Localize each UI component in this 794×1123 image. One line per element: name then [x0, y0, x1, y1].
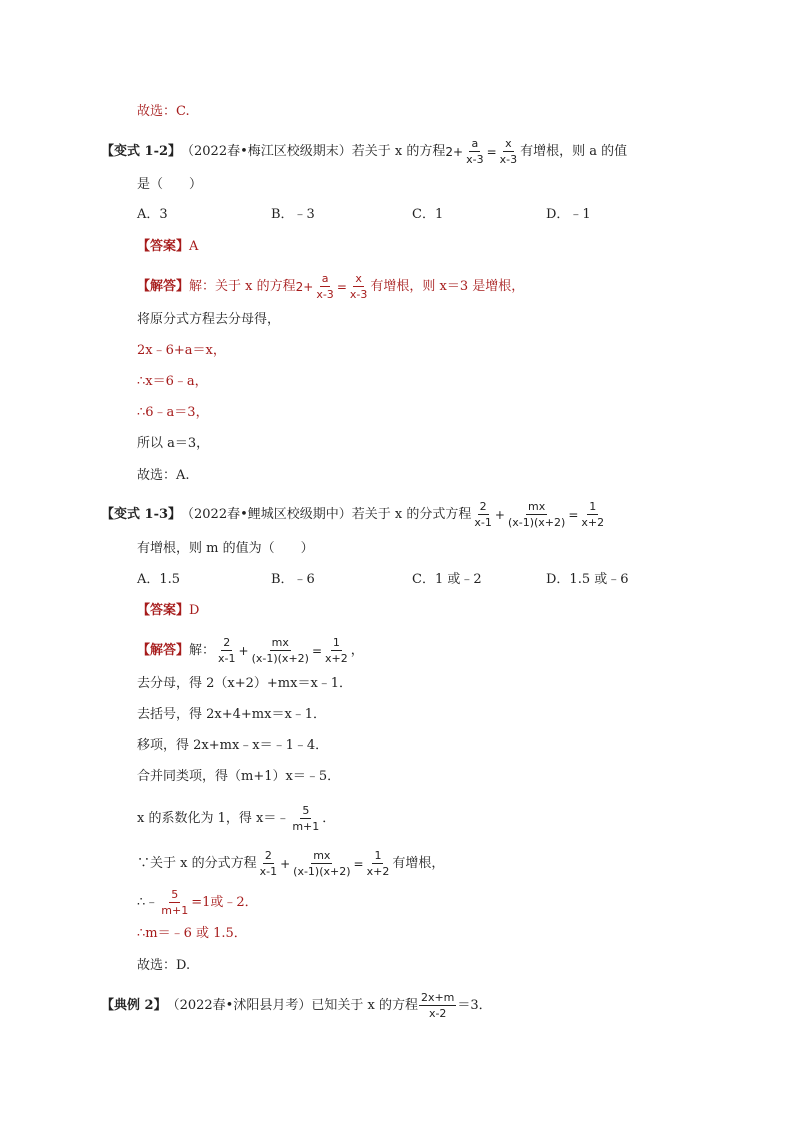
step-t6	[137, 849, 444, 878]
option-a: A．1.5	[137, 572, 181, 587]
option-b: B．﹣3	[271, 207, 315, 222]
variant-1-3-stem	[101, 500, 607, 529]
solution-tag: 【解答】	[137, 642, 190, 658]
fraction-mx: $\frac{mx}{(x-1)(x+2)}$	[507, 500, 566, 529]
equals-sign: =	[486, 144, 497, 159]
solution-step-3	[137, 373, 208, 391]
option-c: C．1	[412, 207, 444, 222]
plus-sign: +	[238, 643, 249, 658]
step-text: 故选：D.	[137, 958, 191, 973]
step-t8	[137, 925, 247, 943]
fraction-1-over-x-2: $\frac{1}{x+2}$	[581, 500, 605, 529]
step-text: ∴6﹣a＝3，	[137, 405, 209, 420]
equals-sign: =	[311, 643, 323, 658]
plus-sign: +	[494, 507, 505, 522]
answer-tag: 【答案】	[137, 239, 190, 254]
step-text: 去括号，得 2x+4+mx＝x﹣1．	[137, 707, 327, 722]
variant-1-3-options	[137, 571, 629, 589]
line-answer-choice-c	[137, 103, 190, 121]
variant-1-2-stem	[101, 137, 627, 166]
solution-step-2	[137, 342, 226, 360]
step-t9	[137, 957, 190, 975]
fraction-1-over-x-2: $\frac{1}{x+2}$	[325, 636, 348, 665]
solution-step-1	[137, 311, 280, 329]
answer-tag: 【答案】	[137, 603, 190, 618]
solution-step-6	[137, 467, 190, 485]
example-tag: 【典例 2】	[101, 997, 167, 1013]
option-b: B．﹣6	[271, 572, 315, 587]
fraction-x-over-x-3: $\frac{x}{x-3}$	[349, 272, 368, 301]
fraction-2-over-x-1: $\frac{2}{x-1}$	[218, 636, 236, 665]
fraction-2x-m-over-x-2: $\frac{2x+m}{x-2}$	[420, 991, 455, 1020]
step-t2	[137, 706, 326, 724]
solution-step-5	[137, 435, 209, 453]
example-2-stem	[101, 991, 492, 1020]
variant-1-2-options	[137, 206, 591, 224]
fraction-1-over-x-2: $\frac{1}{x+2}$	[366, 849, 390, 878]
step-text: ∵关于 x 的分式方程	[137, 855, 257, 871]
fraction-mx: $\frac{mx}{(x-1)(x+2)}$	[293, 849, 351, 878]
source: （2022春•梅江区校级期末）	[181, 143, 352, 159]
step-text: 2x﹣6+a＝x，	[137, 343, 226, 358]
step-text: ∴x＝6﹣a，	[137, 374, 208, 389]
stem-text: 若关于 x 的分式方程	[351, 506, 472, 522]
variant-1-3-answer	[137, 602, 199, 620]
option-c: C．1 或﹣2	[412, 572, 482, 587]
period: ．	[322, 810, 336, 826]
solution-step-4	[137, 404, 209, 422]
math-two-plus: 2+	[445, 144, 464, 159]
step-text: 合并同类项，得（m+1）x＝﹣5．	[137, 769, 341, 784]
variant-1-2-solution	[137, 272, 524, 301]
fraction-5-over-m-1: $\frac{5}{m+1}$	[161, 888, 189, 917]
variant-1-2-answer	[137, 238, 198, 256]
fraction-mx: $\frac{mx}{(x-1)(x+2)}$	[251, 636, 309, 665]
step-text: ∴﹣	[137, 894, 159, 910]
fraction-a-over-x-3: $\frac{a}{x-3}$	[316, 272, 334, 301]
variant-1-3-solution	[137, 636, 364, 665]
stem-text-2: ＝3．	[457, 997, 492, 1013]
step-t1	[137, 675, 352, 693]
step-text: 移项，得 2x+mx﹣x＝﹣1﹣4．	[137, 738, 329, 753]
option-a: A．3	[137, 207, 168, 222]
solution-text: 解：	[189, 642, 216, 658]
math-two-plus: 2+	[295, 279, 314, 294]
step-text-2: 有增根，	[392, 855, 445, 871]
step-t5	[137, 804, 335, 833]
source: （2022春•鲤城区校级期中）	[181, 506, 352, 522]
fraction-2-over-x-1: $\frac{2}{x-1}$	[474, 500, 492, 529]
step-text: x 的系数化为 1，得 x＝﹣	[137, 810, 290, 826]
equals-sign: =	[336, 279, 347, 294]
fraction-2-over-x-1: $\frac{2}{x-1}$	[259, 849, 278, 878]
variant-1-3-stem-cont	[137, 540, 314, 558]
fraction-a-over-x-3: $\frac{a}{x-3}$	[466, 137, 484, 166]
source: （2022春•沭阳县月考）	[166, 997, 312, 1013]
stem-text-3: 是（ ）	[137, 177, 203, 192]
stem-text: 若关于 x 的方程	[351, 143, 446, 159]
stem-text-2: 有增根，则 m 的值为（ ）	[137, 541, 314, 556]
comma: ，	[350, 642, 364, 658]
solution-text-2: 有增根，则 x＝3 是增根，	[370, 278, 525, 294]
step-text: ∴m＝﹣6 或 1.5．	[137, 926, 247, 941]
step-t3	[137, 737, 328, 755]
step-text: 将原分式方程去分母得，	[137, 312, 281, 327]
fraction-x-over-x-3: $\frac{x}{x-3}$	[499, 137, 518, 166]
step-t7	[137, 888, 258, 917]
step-text-2: =1或﹣2．	[191, 894, 258, 910]
variant-tag: 【变式 1-2】	[101, 143, 182, 159]
step-text: 所以 a＝3，	[137, 436, 210, 451]
plus-sign: +	[280, 856, 291, 871]
solution-text: 解：关于 x 的方程	[189, 278, 296, 294]
option-d: D．1.5 或﹣6	[546, 572, 629, 587]
step-text: 故选：A.	[137, 468, 190, 483]
solution-tag: 【解答】	[137, 278, 190, 294]
stem-text: 已知关于 x 的方程	[311, 997, 418, 1013]
fraction-5-over-m-1: $\frac{5}{m+1}$	[292, 804, 320, 833]
variant-tag: 【变式 1-3】	[101, 506, 182, 522]
variant-1-2-stem-cont	[137, 176, 202, 194]
option-d: D．﹣1	[546, 207, 591, 222]
equals-sign: =	[353, 856, 364, 871]
stem-text-2: 有增根，则 a 的值	[520, 143, 628, 159]
equals-sign: =	[568, 507, 579, 522]
answer-value: D	[189, 603, 200, 618]
step-t4	[137, 768, 340, 786]
answer-value: A	[189, 239, 199, 254]
choice-text: 故选：C.	[137, 104, 190, 119]
step-text: 去分母，得 2（x+2）+mx＝x﹣1．	[137, 676, 353, 691]
